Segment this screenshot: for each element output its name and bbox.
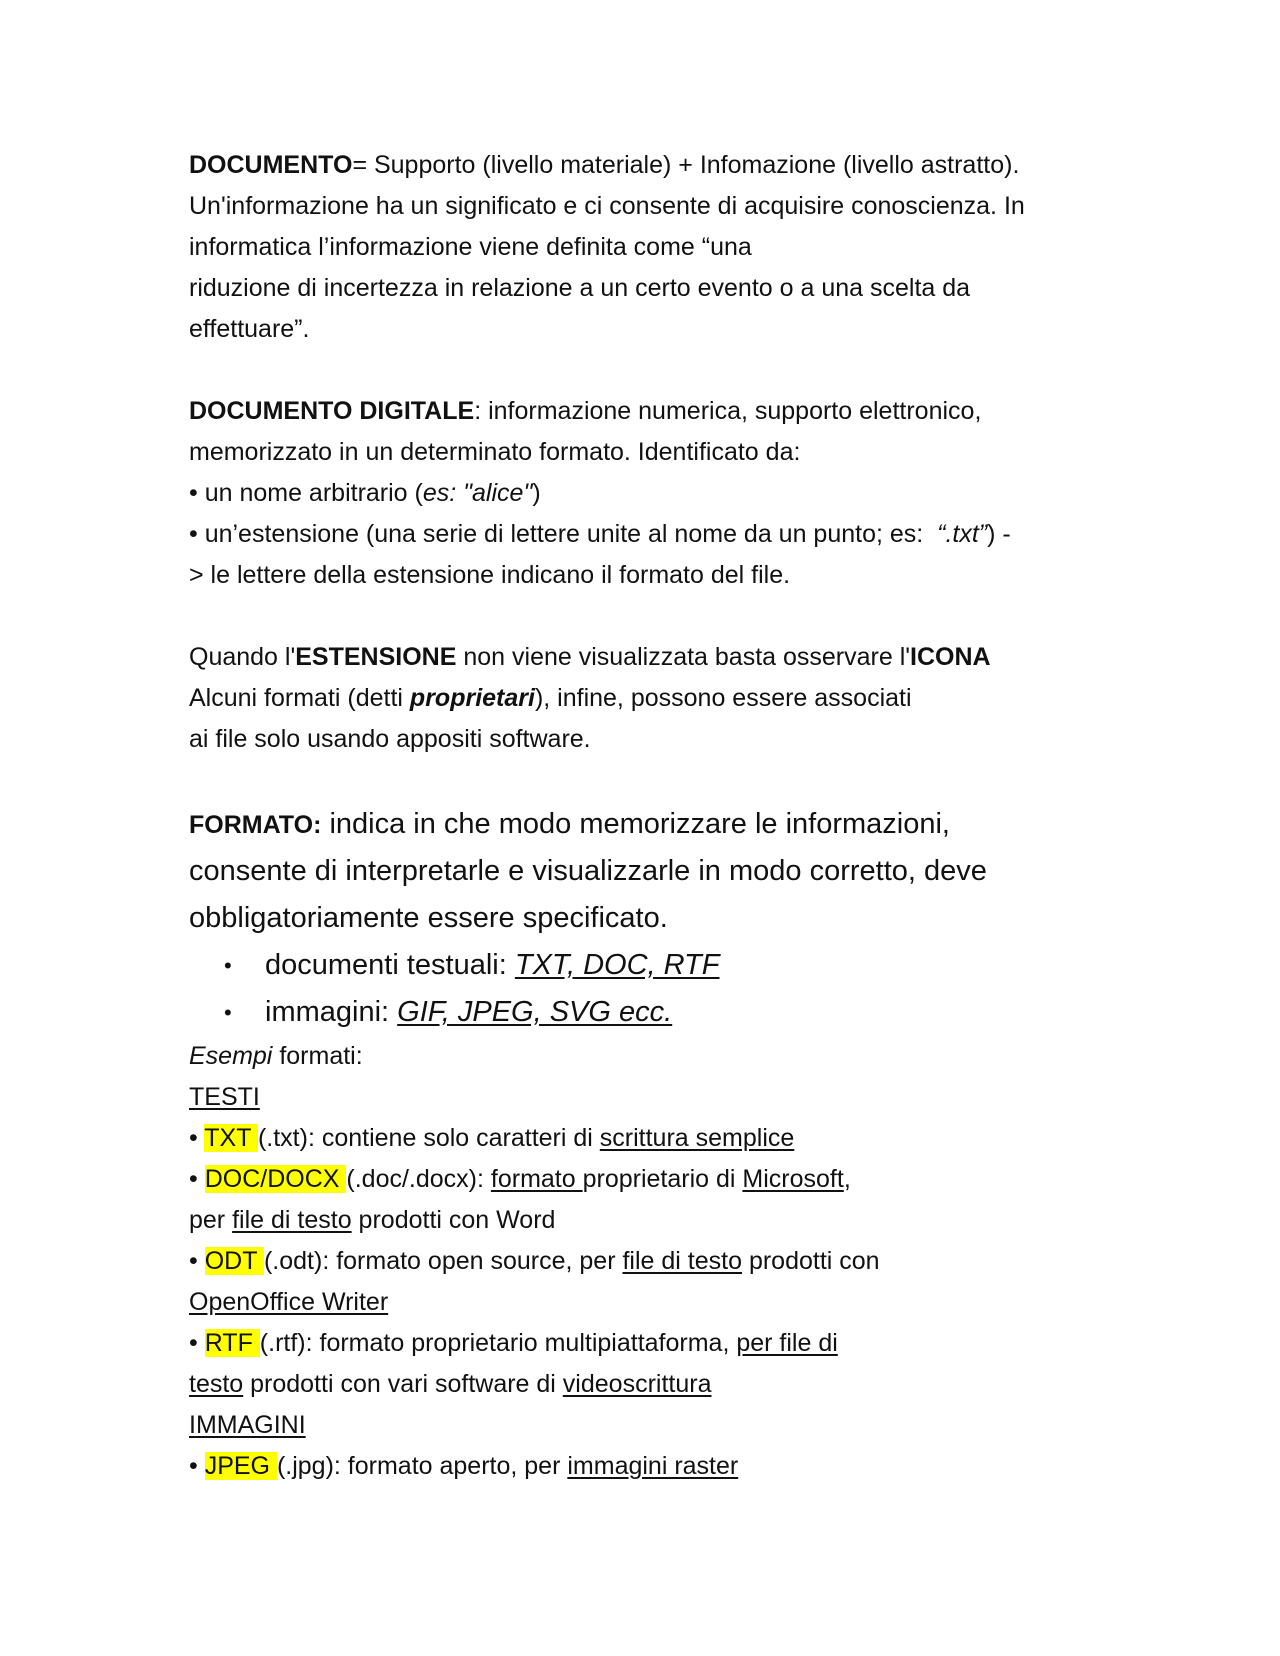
term-proprietari: proprietari xyxy=(409,684,535,712)
p3-line-1 xyxy=(189,637,1089,678)
highlight-txt: TXT xyxy=(204,1124,258,1152)
rtf-link[interactable]: per file di xyxy=(736,1329,838,1357)
odt-post: prodotti con xyxy=(742,1247,880,1275)
term-icona: ICONA xyxy=(910,643,991,671)
p2-bullet-2-cont: > le lettere della estensione indicano il formato del file. xyxy=(189,561,791,589)
example-odt-cont xyxy=(189,1282,1089,1323)
term-estensione: ESTENSIONE xyxy=(295,643,457,671)
p1-line-3: informatica l’informazione viene definita come “una xyxy=(189,233,752,261)
p3-line-2 xyxy=(189,678,1089,719)
p4-line-1 xyxy=(189,801,1089,848)
p3-pre: Quando l' xyxy=(189,643,296,671)
doc-l2-pre: per xyxy=(189,1206,233,1234)
bullet: • xyxy=(189,1452,205,1480)
example-odt xyxy=(189,1241,1089,1282)
li2-label: immagini: xyxy=(265,996,398,1028)
doc-link-file-di-testo[interactable]: file di testo xyxy=(232,1206,352,1234)
p1-line-1 xyxy=(189,145,1089,186)
doc-desc-2: proprietario di xyxy=(582,1165,743,1193)
b2-post: ) - xyxy=(987,520,1011,548)
b1-example: es: "alice" xyxy=(422,479,533,507)
example-doc xyxy=(189,1159,1089,1200)
p3-l2-pre: Alcuni formati (detti xyxy=(189,684,410,712)
doc-end: , xyxy=(843,1165,851,1193)
odt-link-file-di-testo[interactable]: file di testo xyxy=(622,1247,742,1275)
format-list-item-images xyxy=(189,989,1089,1036)
p1-line-5: effettuare”. xyxy=(189,315,310,343)
p2-text: : informazione numerica, supporto elettronico, xyxy=(474,397,982,425)
examples-it: Esempi xyxy=(189,1042,273,1070)
section-immagini xyxy=(189,1405,1089,1446)
example-txt xyxy=(189,1118,1089,1159)
term-formato: FORMATO xyxy=(189,811,314,839)
document-page xyxy=(189,145,1089,1487)
doc-desc: (.doc/.docx): xyxy=(346,1165,491,1193)
p2-line-1 xyxy=(189,391,1089,432)
highlight-doc: DOC/DOCX xyxy=(204,1165,347,1193)
doc-link-microsoft[interactable]: Microsoft xyxy=(742,1165,844,1193)
highlight-rtf: RTF xyxy=(204,1329,260,1357)
example-rtf-cont xyxy=(189,1364,1089,1405)
li2-link[interactable]: GIF, JPEG, SVG ecc. xyxy=(397,996,673,1028)
doc-l2-post: prodotti con Word xyxy=(351,1206,556,1234)
section-testi xyxy=(189,1077,1089,1118)
format-list-item-text xyxy=(189,942,1089,989)
spacer xyxy=(189,596,1089,637)
bullet: • xyxy=(189,1165,205,1193)
p1-text: = Supporto (livello materiale) + Infomazione (livello astratto). xyxy=(352,151,1020,179)
p4-line-2: consente di interpretarle e visualizzarle in modo corretto, deve xyxy=(189,855,987,887)
examples-heading xyxy=(189,1036,1089,1077)
p3-mid: non viene visualizzata basta osservare l' xyxy=(456,643,911,671)
bullet: • xyxy=(189,1247,205,1275)
examples-rest: formati: xyxy=(272,1042,363,1070)
doc-link-formato[interactable]: formato xyxy=(490,1165,583,1193)
bullet: • xyxy=(224,1000,232,1025)
example-doc-cont xyxy=(189,1200,1089,1241)
b2-pre: • un’estensione (una serie di lettere unite al nome da un punto; es: xyxy=(189,520,938,548)
p1-line-4: riduzione di incertezza in relazione a un certo evento o a una scelta da xyxy=(189,274,971,302)
odt-link-openoffice[interactable]: OpenOffice Writer xyxy=(189,1288,389,1316)
p1-line-2: Un'informazione ha un significato e ci consente di acquisire conoscienza. In xyxy=(189,192,1025,220)
p2-bullet-2 xyxy=(189,514,1089,555)
rtf-l2-mid: prodotti con vari software di xyxy=(243,1370,563,1398)
b1-post: ) xyxy=(532,479,541,507)
rtf-link-videoscrittura[interactable]: videoscrittura xyxy=(562,1370,712,1398)
term-documento: DOCUMENTO xyxy=(189,151,353,179)
b2-example: “.txt” xyxy=(937,520,988,548)
p4-line-3: obbligatoriamente essere specificato. xyxy=(189,902,668,934)
spacer xyxy=(189,350,1089,391)
b1-pre: • un nome arbitrario ( xyxy=(189,479,423,507)
spacer xyxy=(189,760,1089,801)
example-rtf xyxy=(189,1323,1089,1364)
li1-label: documenti testuali: xyxy=(265,949,515,981)
rtf-desc: (.rtf): formato proprietario multipiattaforma, xyxy=(259,1329,737,1357)
p2-line-2: memorizzato in un determinato formato. Identificato da: xyxy=(189,438,801,466)
odt-desc: (.odt): formato open source, per xyxy=(263,1247,623,1275)
highlight-jpeg: JPEG xyxy=(204,1452,277,1480)
li1-link[interactable]: TXT, DOC, RTF xyxy=(514,949,720,981)
term-formato-colon: : xyxy=(313,811,322,839)
testi-heading: TESTI xyxy=(189,1083,260,1111)
bullet: • xyxy=(189,1124,205,1152)
p3-l2-post: ), infine, possono essere associati xyxy=(534,684,912,712)
txt-link[interactable]: scrittura semplice xyxy=(599,1124,795,1152)
example-jpeg xyxy=(189,1446,1089,1487)
txt-desc: (.txt): contiene solo caratteri di xyxy=(257,1124,600,1152)
highlight-odt: ODT xyxy=(204,1247,264,1275)
bullet: • xyxy=(189,1329,205,1357)
p2-bullet-1 xyxy=(189,473,1089,514)
immagini-heading: IMMAGINI xyxy=(189,1411,306,1439)
rtf-link-testo[interactable]: testo xyxy=(189,1370,244,1398)
term-documento-digitale: DOCUMENTO DIGITALE xyxy=(189,397,475,425)
jpeg-link[interactable]: immagini raster xyxy=(567,1452,739,1480)
p3-line-3: ai file solo usando appositi software. xyxy=(189,725,591,753)
jpeg-desc: (.jpg): formato aperto, per xyxy=(276,1452,568,1480)
p4-text: indica in che modo memorizzare le informazioni, xyxy=(321,808,950,840)
bullet: • xyxy=(224,953,232,978)
